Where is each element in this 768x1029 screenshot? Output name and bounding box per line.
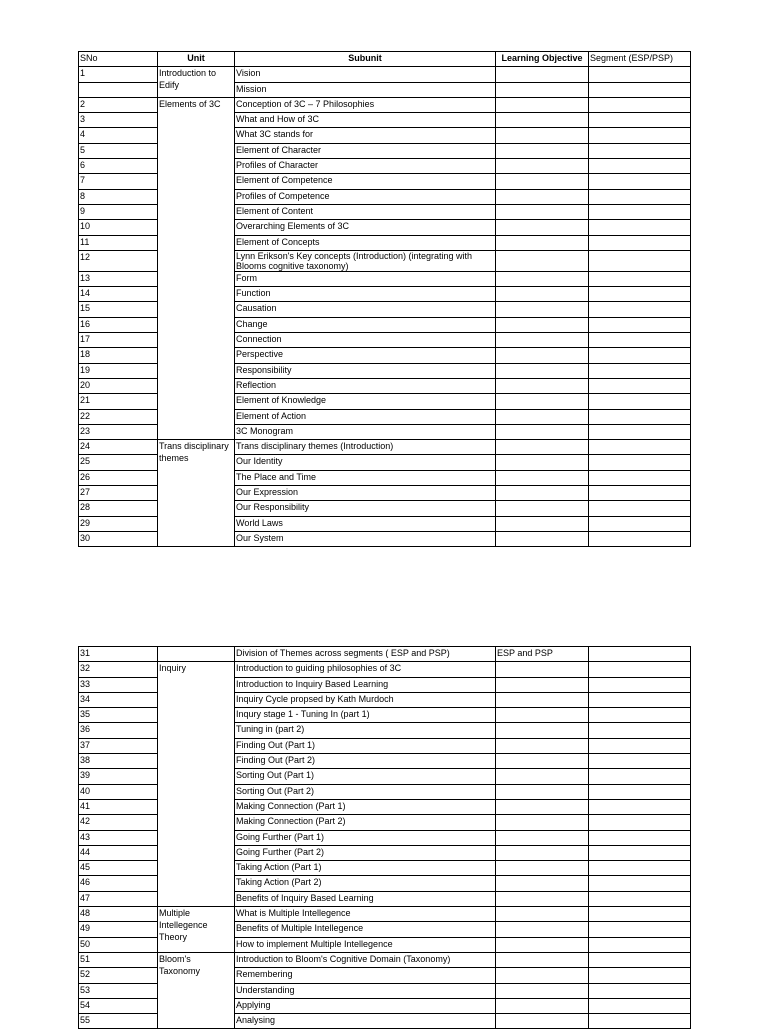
row-sno: 46 xyxy=(79,876,158,891)
row-learning-objective xyxy=(496,723,589,738)
row-learning-objective xyxy=(496,891,589,906)
row-segment xyxy=(589,937,691,952)
row-sno: 31 xyxy=(79,647,158,662)
row-learning-objective xyxy=(496,250,589,271)
row-learning-objective xyxy=(496,440,589,455)
row-subunit: Taking Action (Part 2) xyxy=(235,876,496,891)
row-learning-objective xyxy=(496,968,589,983)
curriculum-table-1 xyxy=(78,51,691,547)
row-subunit: Finding Out (Part 2) xyxy=(235,754,496,769)
row-segment xyxy=(589,769,691,784)
row-learning-objective xyxy=(496,220,589,235)
row-sno: 26 xyxy=(79,470,158,485)
row-sno: 32 xyxy=(79,662,158,677)
row-learning-objective xyxy=(496,333,589,348)
row-sno: 53 xyxy=(79,983,158,998)
row-segment xyxy=(589,501,691,516)
row-sno: 9 xyxy=(79,204,158,219)
row-sno: 23 xyxy=(79,424,158,439)
row-learning-objective xyxy=(496,692,589,707)
row-learning-objective xyxy=(496,937,589,952)
row-sno: 15 xyxy=(79,302,158,317)
row-learning-objective xyxy=(496,271,589,286)
row-sno: 19 xyxy=(79,363,158,378)
row-sno: 24 xyxy=(79,440,158,455)
row-segment xyxy=(589,516,691,531)
row-sno: 17 xyxy=(79,333,158,348)
row-sno: 41 xyxy=(79,799,158,814)
row-sno: 37 xyxy=(79,738,158,753)
row-learning-objective xyxy=(496,204,589,219)
row-subunit: Profiles of Character xyxy=(235,159,496,174)
row-sno: 43 xyxy=(79,830,158,845)
row-subunit: Reflection xyxy=(235,378,496,393)
row-subunit: Remembering xyxy=(235,968,496,983)
row-segment xyxy=(589,470,691,485)
unit-cell: Multiple Intellegence Theory xyxy=(158,907,235,953)
row-segment xyxy=(589,968,691,983)
row-learning-objective xyxy=(496,845,589,860)
row-segment xyxy=(589,409,691,424)
row-segment xyxy=(589,113,691,128)
row-subunit: Introduction to Bloom's Cognitive Domain (Taxonomy) xyxy=(235,952,496,967)
row-subunit: The Place and Time xyxy=(235,470,496,485)
row-segment xyxy=(589,204,691,219)
table-row xyxy=(79,440,691,455)
row-segment xyxy=(589,876,691,891)
row-segment xyxy=(589,531,691,546)
header-subunit: Subunit xyxy=(235,52,496,67)
row-subunit: Our System xyxy=(235,531,496,546)
row-segment xyxy=(589,424,691,439)
row-subunit: Change xyxy=(235,317,496,332)
row-subunit: Form xyxy=(235,271,496,286)
row-learning-objective xyxy=(496,287,589,302)
row-subunit: Our Expression xyxy=(235,486,496,501)
row-sno: 54 xyxy=(79,998,158,1013)
row-sno: 34 xyxy=(79,692,158,707)
row-sno: 27 xyxy=(79,486,158,501)
header-segment: Segment (ESP/PSP) xyxy=(589,52,691,67)
row-learning-objective xyxy=(496,128,589,143)
row-sno: 7 xyxy=(79,174,158,189)
row-sno: 51 xyxy=(79,952,158,967)
table-row xyxy=(79,67,691,82)
row-sno: 16 xyxy=(79,317,158,332)
row-sno: 35 xyxy=(79,708,158,723)
row-learning-objective xyxy=(496,486,589,501)
row-sno: 11 xyxy=(79,235,158,250)
row-sno: 2 xyxy=(79,97,158,112)
row-subunit: Sorting Out (Part 2) xyxy=(235,784,496,799)
row-sno: 25 xyxy=(79,455,158,470)
row-sno: 10 xyxy=(79,220,158,235)
row-learning-objective xyxy=(496,1014,589,1029)
row-segment xyxy=(589,708,691,723)
row-sno: 22 xyxy=(79,409,158,424)
row-subunit: 3C Monogram xyxy=(235,424,496,439)
row-learning-objective xyxy=(496,861,589,876)
row-subunit: Causation xyxy=(235,302,496,317)
row-sno: 29 xyxy=(79,516,158,531)
row-segment xyxy=(589,235,691,250)
row-segment xyxy=(589,1014,691,1029)
row-learning-objective xyxy=(496,531,589,546)
row-segment xyxy=(589,440,691,455)
row-learning-objective xyxy=(496,159,589,174)
row-learning-objective xyxy=(496,409,589,424)
row-sno: 30 xyxy=(79,531,158,546)
row-learning-objective xyxy=(496,174,589,189)
row-subunit: Responsibility xyxy=(235,363,496,378)
row-segment xyxy=(589,159,691,174)
row-subunit: Mission xyxy=(235,82,496,97)
row-sno: 6 xyxy=(79,159,158,174)
row-segment xyxy=(589,287,691,302)
row-learning-objective xyxy=(496,815,589,830)
row-sno: 39 xyxy=(79,769,158,784)
row-learning-objective xyxy=(496,189,589,204)
row-segment xyxy=(589,983,691,998)
row-learning-objective xyxy=(496,662,589,677)
row-subunit: Introduction to guiding philosophies of 3C xyxy=(235,662,496,677)
row-sno: 52 xyxy=(79,968,158,983)
row-subunit: Making Connection (Part 2) xyxy=(235,815,496,830)
row-learning-objective xyxy=(496,113,589,128)
row-segment xyxy=(589,378,691,393)
row-subunit: Going Further (Part 2) xyxy=(235,845,496,860)
row-sno: 36 xyxy=(79,723,158,738)
row-sno: 8 xyxy=(79,189,158,204)
row-subunit: Inquiry Cycle propsed by Kath Murdoch xyxy=(235,692,496,707)
row-learning-objective xyxy=(496,998,589,1013)
row-subunit: Element of Character xyxy=(235,143,496,158)
row-segment xyxy=(589,723,691,738)
row-learning-objective xyxy=(496,738,589,753)
row-sno: 38 xyxy=(79,754,158,769)
row-segment xyxy=(589,486,691,501)
row-subunit: Finding Out (Part 1) xyxy=(235,738,496,753)
row-sno: 49 xyxy=(79,922,158,937)
row-learning-objective xyxy=(496,830,589,845)
row-subunit: Our Responsibility xyxy=(235,501,496,516)
row-segment xyxy=(589,333,691,348)
row-sno: 21 xyxy=(79,394,158,409)
row-segment xyxy=(589,830,691,845)
row-sno xyxy=(79,82,158,97)
row-subunit: Element of Concepts xyxy=(235,235,496,250)
row-learning-objective xyxy=(496,235,589,250)
row-learning-objective xyxy=(496,876,589,891)
row-subunit: Perspective xyxy=(235,348,496,363)
row-learning-objective xyxy=(496,394,589,409)
table-row xyxy=(79,662,691,677)
row-subunit: Function xyxy=(235,287,496,302)
table-row xyxy=(79,907,691,922)
row-learning-objective xyxy=(496,983,589,998)
row-learning-objective xyxy=(496,470,589,485)
row-segment xyxy=(589,815,691,830)
row-segment xyxy=(589,97,691,112)
row-learning-objective xyxy=(496,907,589,922)
unit-cell: Introduction to Edify xyxy=(158,67,235,98)
table-row xyxy=(79,647,691,662)
row-subunit: Understanding xyxy=(235,983,496,998)
curriculum-table-2 xyxy=(78,646,691,1029)
row-subunit: Taking Action (Part 1) xyxy=(235,861,496,876)
row-sno: 12 xyxy=(79,250,158,271)
row-subunit: Going Further (Part 1) xyxy=(235,830,496,845)
header-sno: SNo xyxy=(79,52,158,67)
row-learning-objective xyxy=(496,769,589,784)
row-subunit: Making Connection (Part 1) xyxy=(235,799,496,814)
row-segment xyxy=(589,998,691,1013)
unit-cell: Bloom's Taxonomy xyxy=(158,952,235,1028)
row-segment xyxy=(589,754,691,769)
row-learning-objective xyxy=(496,952,589,967)
row-segment xyxy=(589,677,691,692)
row-subunit: Benefits of Inquiry Based Learning xyxy=(235,891,496,906)
row-subunit: What 3C stands for xyxy=(235,128,496,143)
row-segment xyxy=(589,128,691,143)
row-segment xyxy=(589,271,691,286)
row-segment xyxy=(589,348,691,363)
row-segment xyxy=(589,189,691,204)
header-unit: Unit xyxy=(158,52,235,67)
row-subunit: Trans disciplinary themes (Introduction) xyxy=(235,440,496,455)
row-segment xyxy=(589,907,691,922)
row-learning-objective xyxy=(496,516,589,531)
row-learning-objective xyxy=(496,799,589,814)
row-segment xyxy=(589,891,691,906)
row-subunit: World Laws xyxy=(235,516,496,531)
row-learning-objective xyxy=(496,363,589,378)
row-subunit: Tuning in (part 2) xyxy=(235,723,496,738)
row-segment xyxy=(589,302,691,317)
row-segment xyxy=(589,692,691,707)
row-learning-objective xyxy=(496,455,589,470)
row-segment xyxy=(589,394,691,409)
unit-cell: Inquiry xyxy=(158,662,235,907)
row-segment xyxy=(589,922,691,937)
row-sno: 18 xyxy=(79,348,158,363)
row-subunit: Benefits of Multiple Intellegence xyxy=(235,922,496,937)
row-subunit: Introduction to Inquiry Based Learning xyxy=(235,677,496,692)
row-sno: 55 xyxy=(79,1014,158,1029)
row-sno: 28 xyxy=(79,501,158,516)
row-learning-objective xyxy=(496,302,589,317)
row-segment xyxy=(589,799,691,814)
table-row xyxy=(79,97,691,112)
row-learning-objective xyxy=(496,67,589,82)
row-sno: 13 xyxy=(79,271,158,286)
row-sno: 45 xyxy=(79,861,158,876)
row-learning-objective xyxy=(496,97,589,112)
row-subunit: What is Multiple Intellegence xyxy=(235,907,496,922)
row-sno: 20 xyxy=(79,378,158,393)
row-segment xyxy=(589,363,691,378)
unit-cell: Trans disciplinary themes xyxy=(158,440,235,547)
row-learning-objective xyxy=(496,708,589,723)
row-sno: 42 xyxy=(79,815,158,830)
row-learning-objective xyxy=(496,784,589,799)
row-subunit: Overarching Elements of 3C xyxy=(235,220,496,235)
row-subunit: Profiles of Competence xyxy=(235,189,496,204)
row-subunit: Vision xyxy=(235,67,496,82)
row-learning-objective xyxy=(496,424,589,439)
row-subunit: How to implement Multiple Intellegence xyxy=(235,937,496,952)
row-subunit: Sorting Out (Part 1) xyxy=(235,769,496,784)
row-segment xyxy=(589,647,691,662)
row-sno: 40 xyxy=(79,784,158,799)
row-learning-objective xyxy=(496,677,589,692)
row-segment xyxy=(589,67,691,82)
row-segment xyxy=(589,250,691,271)
row-sno: 50 xyxy=(79,937,158,952)
row-segment xyxy=(589,220,691,235)
row-subunit: Conception of 3C – 7 Philosophies xyxy=(235,97,496,112)
row-subunit: Division of Themes across segments ( ESP and PSP) xyxy=(235,647,496,662)
row-learning-objective xyxy=(496,754,589,769)
row-segment xyxy=(589,455,691,470)
row-subunit: Element of Action xyxy=(235,409,496,424)
row-sno: 33 xyxy=(79,677,158,692)
table-row xyxy=(79,952,691,967)
row-sno: 44 xyxy=(79,845,158,860)
row-segment xyxy=(589,317,691,332)
row-sno: 48 xyxy=(79,907,158,922)
row-segment xyxy=(589,143,691,158)
row-subunit: Connection xyxy=(235,333,496,348)
row-subunit: Element of Competence xyxy=(235,174,496,189)
row-sno: 3 xyxy=(79,113,158,128)
row-subunit: Element of Content xyxy=(235,204,496,219)
row-subunit: Lynn Erikson's Key concepts (Introduction) (integrating with Blooms cognitive taxonomy) xyxy=(235,250,496,271)
row-segment xyxy=(589,784,691,799)
row-subunit: Applying xyxy=(235,998,496,1013)
unit-cell: Elements of 3C xyxy=(158,97,235,439)
row-subunit: What and How of 3C xyxy=(235,113,496,128)
row-subunit: Inqury stage 1 - Tuning In (part 1) xyxy=(235,708,496,723)
row-segment xyxy=(589,952,691,967)
header-learning-objective: Learning Objective xyxy=(496,52,589,67)
unit-cell xyxy=(158,647,235,662)
row-segment xyxy=(589,174,691,189)
row-learning-objective xyxy=(496,82,589,97)
row-subunit: Analysing xyxy=(235,1014,496,1029)
row-subunit: Our Identity xyxy=(235,455,496,470)
row-sno: 47 xyxy=(79,891,158,906)
row-segment xyxy=(589,82,691,97)
row-learning-objective xyxy=(496,143,589,158)
header-row xyxy=(79,52,691,67)
row-sno: 4 xyxy=(79,128,158,143)
row-sno: 14 xyxy=(79,287,158,302)
row-segment xyxy=(589,738,691,753)
row-learning-objective xyxy=(496,922,589,937)
row-sno: 5 xyxy=(79,143,158,158)
row-learning-objective xyxy=(496,501,589,516)
row-learning-objective xyxy=(496,317,589,332)
row-learning-objective xyxy=(496,378,589,393)
row-subunit: Element of Knowledge xyxy=(235,394,496,409)
row-segment xyxy=(589,861,691,876)
row-sno: 1 xyxy=(79,67,158,82)
row-segment xyxy=(589,662,691,677)
row-segment xyxy=(589,845,691,860)
row-learning-objective xyxy=(496,348,589,363)
row-learning-objective: ESP and PSP xyxy=(496,647,589,662)
